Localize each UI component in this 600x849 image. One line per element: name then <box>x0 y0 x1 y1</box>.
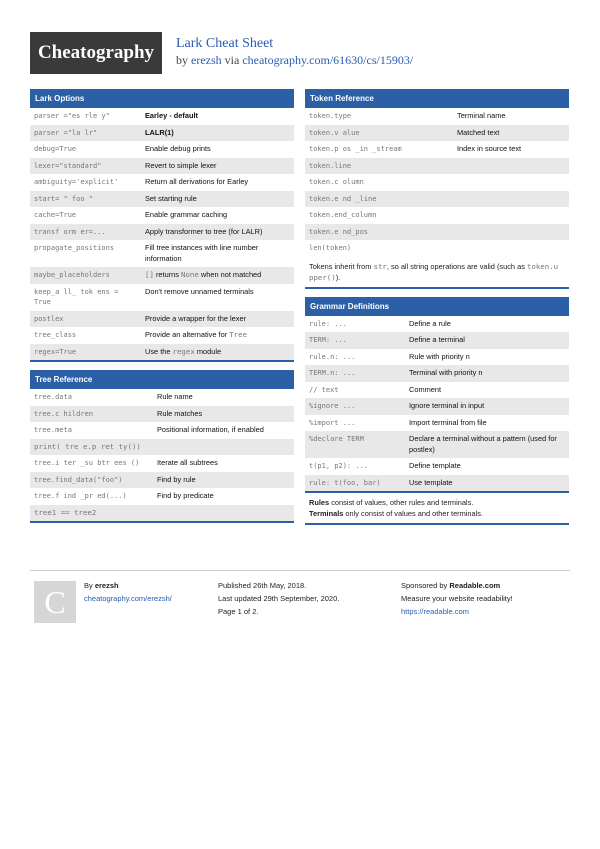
option-desc: Provide a wrapper for the lexer <box>141 311 294 328</box>
table-row <box>30 125 294 142</box>
desc-text: returns <box>153 270 182 279</box>
table-row <box>30 406 294 423</box>
option-key: regex=True <box>30 344 141 362</box>
table-row <box>30 488 294 505</box>
option-desc: Set starting rule <box>141 191 294 208</box>
footer-sponsor <box>401 579 513 618</box>
table-row <box>30 174 294 191</box>
desc-text: module <box>194 346 222 356</box>
desc-text: Provide an alternative for <box>145 330 230 339</box>
option-desc: Apply transformer to tree (for LALR) <box>141 224 294 241</box>
token-key: token.e nd_pos <box>305 224 569 241</box>
grammar-key: t(p1, p2): ... <box>309 462 369 470</box>
table-row <box>30 191 294 208</box>
table-row <box>305 398 569 415</box>
table-row <box>30 455 294 472</box>
option-key: maybe_placeholders <box>30 267 141 284</box>
inline-code: token.u pper() <box>309 261 559 282</box>
grammar-definitions-header: Grammar Definitions <box>305 297 569 316</box>
token-key: token.end_column <box>309 211 377 219</box>
tree-desc: Find by rule <box>153 472 294 489</box>
grammar-key: TERM.n: ... <box>305 365 405 382</box>
tree-desc: Iterate all subtrees <box>157 458 218 467</box>
table-row <box>305 332 569 349</box>
option-desc: LALR(1) <box>141 125 294 142</box>
footer-author <box>84 579 172 605</box>
note-bold: Terminals <box>309 509 344 518</box>
inline-code: [] <box>145 270 154 279</box>
option-desc: Don't remove unnamed terminals <box>145 286 254 296</box>
table-row <box>305 458 569 475</box>
note-text: consist of values, other rules and terminals. <box>329 498 474 507</box>
option-desc: Enable debug prints <box>145 144 211 153</box>
tree-reference-header: Tree Reference <box>30 370 294 389</box>
table-row <box>305 431 569 458</box>
by-text: by <box>176 53 188 67</box>
option-key: parser ="la lr" <box>30 125 141 142</box>
grammar-key: TERM: ... <box>305 332 405 349</box>
note-text: Tokens inherit from <box>309 261 374 271</box>
inline-code: None <box>181 270 199 279</box>
table-row <box>305 475 569 492</box>
footer-author-name[interactable]: erezsh <box>94 581 119 590</box>
grammar-desc: Define a terminal <box>405 332 569 349</box>
token-key: token.line <box>305 158 569 175</box>
table-row <box>305 240 569 257</box>
table-row <box>30 267 294 284</box>
rules-note <box>309 497 565 508</box>
tree-key: tree.f ind _pr ed(...) <box>34 492 127 500</box>
sponsor-tagline: Measure your website readability! <box>401 594 513 603</box>
table-row <box>305 191 569 208</box>
table-row <box>305 158 569 175</box>
option-key: propagate_positions <box>34 244 115 252</box>
table-row <box>305 365 569 382</box>
option-key: postlex <box>30 311 141 328</box>
published-date: Published 26th May, 2018. <box>218 581 307 590</box>
table-row <box>30 505 294 523</box>
tree-key: print( tre e.p ret ty()) <box>30 439 294 456</box>
table-row <box>30 141 294 158</box>
terminals-note <box>309 508 565 519</box>
table-row <box>30 284 294 311</box>
table-row <box>305 174 569 191</box>
token-desc: Index in source text <box>457 144 522 153</box>
table-row <box>305 382 569 399</box>
table-row <box>30 311 294 328</box>
grammar-key: %import ... <box>309 418 356 427</box>
by-text: By <box>84 581 95 590</box>
token-reference-section <box>305 89 569 289</box>
table-row <box>30 108 294 125</box>
option-key: tree_class <box>34 331 77 339</box>
lark-options-section <box>30 89 294 362</box>
inline-code: Tree <box>229 330 248 339</box>
note-bold: Rules <box>309 498 330 507</box>
lark-options-table <box>30 108 294 362</box>
tree-desc: Rule name <box>157 392 193 401</box>
option-key: keep_a ll_ tok ens = True <box>34 287 119 306</box>
table-row <box>30 422 294 439</box>
token-key: len(token) <box>309 244 352 252</box>
note-text: only consist of values and other terminals. <box>343 509 484 518</box>
table-row <box>30 240 294 267</box>
token-reference-header: Token Reference <box>305 89 569 108</box>
footer-by-line <box>84 579 172 592</box>
table-row <box>305 316 569 333</box>
footer <box>30 570 570 620</box>
table-row <box>305 141 569 158</box>
grammar-key: rule: t(foo, bar) <box>305 475 405 492</box>
sponsor-line <box>401 579 513 592</box>
sponsor-text: Sponsored by <box>401 581 450 590</box>
author-avatar[interactable]: C <box>34 581 76 623</box>
inline-code: regex <box>172 346 195 356</box>
desc-text: Use the <box>145 346 173 356</box>
table-row <box>305 108 569 125</box>
token-reference-table <box>305 108 569 257</box>
sponsor-link[interactable]: https://readable.com <box>401 607 469 616</box>
token-desc: Terminal name <box>457 111 506 120</box>
tree-key: tree.data <box>34 393 72 401</box>
table-row <box>30 344 294 362</box>
table-row <box>305 349 569 366</box>
tree-key: tree1 == tree2 <box>30 505 294 523</box>
token-desc: Matched text <box>453 125 569 142</box>
grammar-desc: Rule with priority n <box>409 351 470 361</box>
page-subtitle <box>176 53 413 68</box>
grammar-desc: Terminal with priority n <box>405 365 569 382</box>
token-key: token.c olumn <box>309 178 364 186</box>
table-row <box>30 472 294 489</box>
cheatography-logo[interactable]: Cheatography <box>30 32 162 74</box>
option-desc: Enable grammar caching <box>145 210 228 219</box>
grammar-desc: Define template <box>409 461 461 470</box>
token-note <box>305 257 569 289</box>
token-key: token.p os _in _stream <box>309 145 402 153</box>
sheet-url-link[interactable]: cheatography.com/61630/cs/15903/ <box>242 53 414 67</box>
sponsor-name[interactable]: Readable.com <box>449 581 501 590</box>
option-key: start= " foo " <box>30 191 141 208</box>
grammar-key: // text <box>309 385 339 394</box>
grammar-definitions-section <box>305 297 569 526</box>
option-desc: Earley - default <box>145 111 198 120</box>
grammar-key: %ignore ... <box>305 398 405 415</box>
tree-reference-table <box>30 389 294 523</box>
tree-key: tree.c hildren <box>30 406 153 423</box>
tree-desc: Rule matches <box>153 406 294 423</box>
table-row <box>305 415 569 432</box>
lark-options-header: Lark Options <box>30 89 294 108</box>
grammar-desc: Import terminal from file <box>409 417 487 427</box>
grammar-desc: Define a rule <box>409 318 451 328</box>
tree-desc: Find by predicate <box>157 491 214 500</box>
table-row <box>30 327 294 344</box>
tree-reference-section <box>30 370 294 523</box>
grammar-key: %declare TERM <box>305 431 405 458</box>
note-text: ). <box>335 272 341 282</box>
grammar-note <box>305 491 569 525</box>
option-key: ambiguity='explicit' <box>34 178 119 186</box>
option-desc: Return all derivations for Earley <box>145 177 249 186</box>
option-key: debug=True <box>34 145 77 153</box>
table-row <box>30 389 294 406</box>
table-row <box>30 439 294 456</box>
updated-date: Last updated 29th September, 2020. <box>218 594 340 603</box>
via-text: via <box>224 53 240 67</box>
table-row <box>30 207 294 224</box>
grammar-desc: Comment <box>409 384 442 394</box>
grammar-desc: Declare a terminal without a pattern (used for postlex) <box>405 431 569 458</box>
left-column <box>30 89 294 531</box>
token-key: token.type <box>309 112 352 120</box>
option-desc: Fill tree instances with line number information <box>145 243 259 263</box>
grammar-desc: Ignore terminal in input <box>405 398 569 415</box>
grammar-definitions-table <box>305 316 569 492</box>
table-row <box>30 224 294 241</box>
option-desc: Revert to simple lexer <box>141 158 294 175</box>
footer-author-link[interactable]: cheatography.com/erezsh/ <box>84 594 172 603</box>
tree-desc: Positional information, if enabled <box>157 425 264 434</box>
grammar-desc: Use template <box>405 475 569 492</box>
grammar-key: rule.n: ... <box>309 352 356 361</box>
page-title[interactable]: Lark Cheat Sheet <box>176 36 274 51</box>
desc-text: when not matched <box>198 270 262 279</box>
table-row <box>305 207 569 224</box>
tree-key: tree.meta <box>34 426 72 434</box>
table-row <box>30 158 294 175</box>
option-key: transf orm er=... <box>30 224 141 241</box>
option-desc <box>141 327 294 344</box>
note-text: , so all string operations are valid (such as <box>386 261 527 271</box>
table-row <box>305 224 569 241</box>
tree-key: tree.i ter _su btr ees () <box>34 459 140 467</box>
tree-key: tree.find_data("foo") <box>30 472 153 489</box>
grammar-key: rule: ... <box>309 319 347 328</box>
inline-code: str <box>373 261 387 271</box>
option-key: lexer="standard" <box>30 158 141 175</box>
option-key: parser ="es rle y" <box>34 112 110 120</box>
option-desc <box>141 267 294 284</box>
footer-dates <box>218 579 339 618</box>
author-link[interactable]: erezsh <box>191 53 222 67</box>
token-key: token.e nd _line <box>305 191 569 208</box>
table-row <box>305 125 569 142</box>
right-column <box>305 89 569 533</box>
option-desc <box>141 344 294 362</box>
page-number: Page 1 of 2. <box>218 607 259 616</box>
token-key: token.v alue <box>305 125 453 142</box>
option-key: cache=True <box>34 211 77 219</box>
